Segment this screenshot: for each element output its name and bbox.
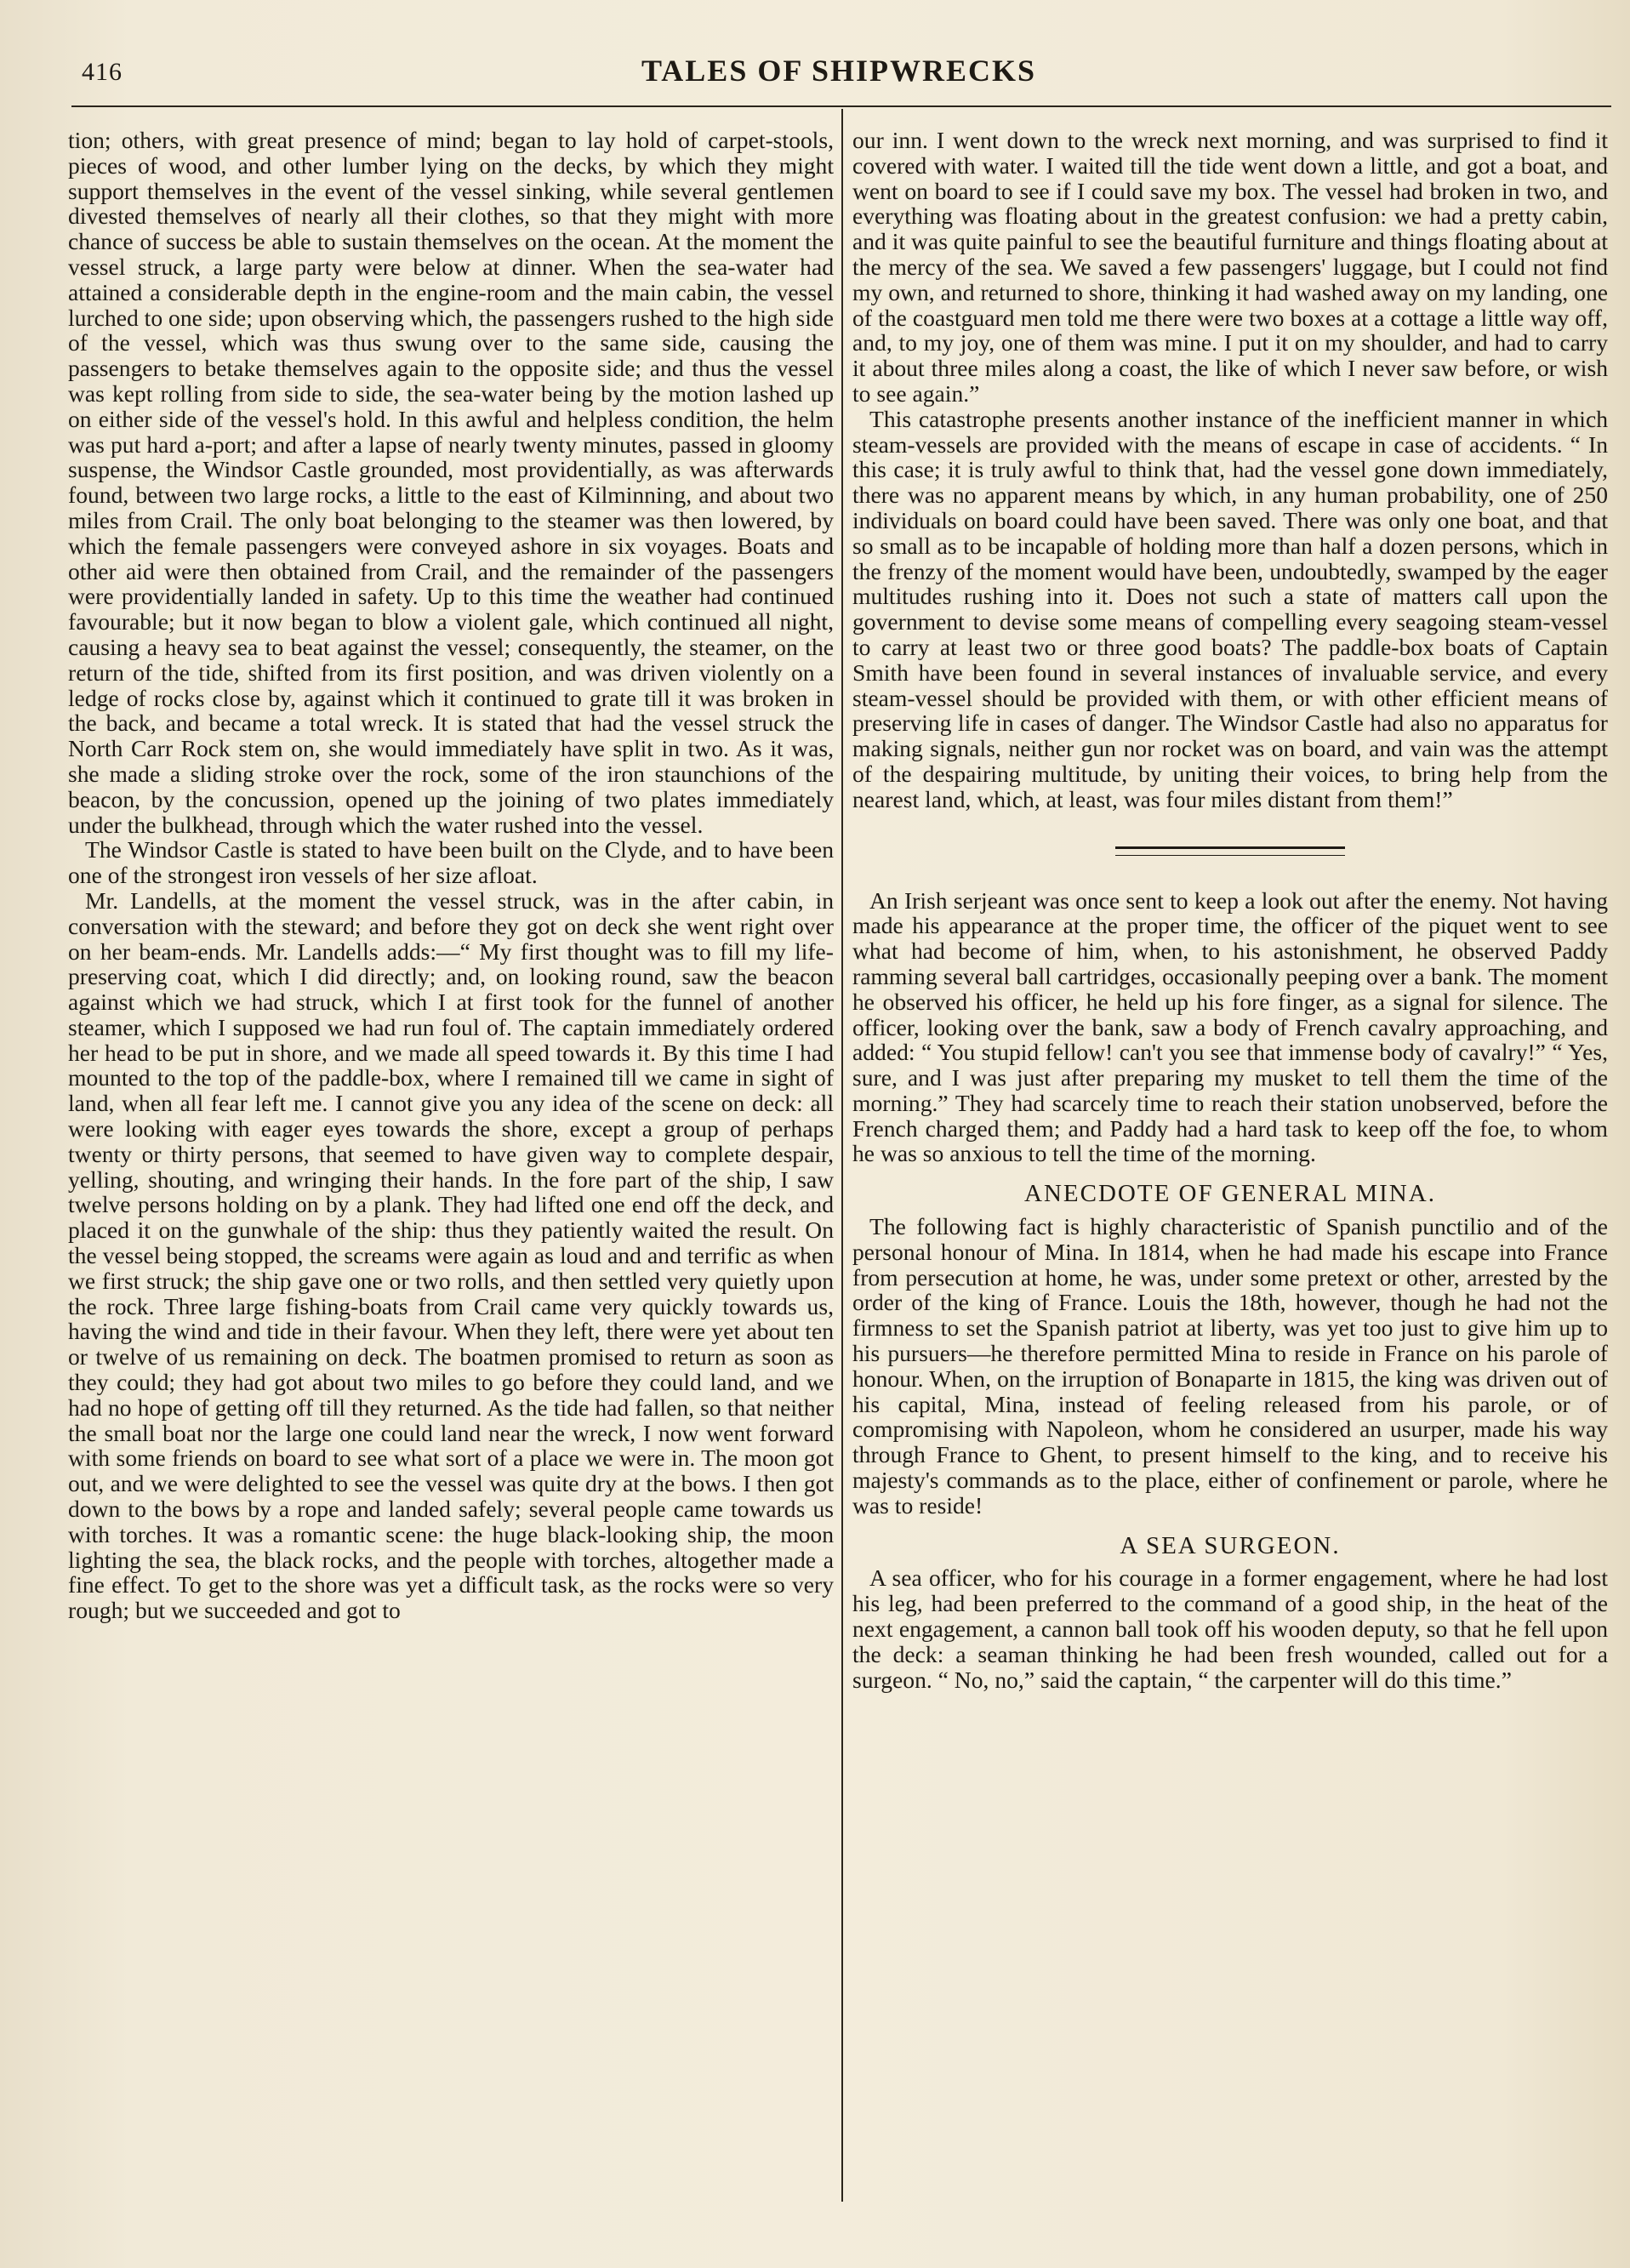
left-paragraph: Mr. Landells, at the moment the vessel struck, was in the after cabin, in conversation with the steward; and before they got on deck she went right over on her beam-ends. Mr. Landells adds:—“ My first thought was to fill my life-preserving coat, which I did directly; and, on looking round, saw the beacon against which we had struck, which I at first took for the funnel of another steamer, which I supposed we had run foul of. The captain immediately ordered her head to be put in shore, and we made all speed towards it. By this time I had mounted to the top of the paddle-box, where I remained till we came in sight of land, when all fear left me. I cannot give you any idea of the scene on deck: all were looking with eager eyes towards the shore, except a group of perhaps twenty or thirty persons, that seemed to have given way to complete despair, yelling, shouting, and wringing their hands. In the fore part of the ship, I saw twelve persons holding on by a plank. They had lifted one end off the deck, and placed it on the gunwhale of the ship: thus they patiently waited the result. On the vessel being stopped, the screams were again as loud and and terrific as when we first struck; the ship gave one or two rolls, and then settled very quietly upon the rock. Three large fishing-boats from Crail came very quickly towards us, having the wind and tide in their favour. When they left, there were yet about ten or twelve of us remaining on deck. The boatmen promised to return as soon as they could; they had got about two miles to go before they could land, and we had no hope of getting off till they returned. As the tide had fallen, so that neither the small boat nor the large one could land near the wreck, I now went forward with some friends on board to see what sort of a place we were in. The moon got out, and we were delighted to see the vessel was quite dry at the bows. I then got down to the bows by a rope and landed safely; several people came towards us with torches. It was a romantic scene: the huge black-looking ship, the moon lighting the sea, the black rocks, and the people with torches, altogether made a fine effect. To get to the shore was yet a difficult task, as the rocks were so very rough; but we succeeded and got to [68, 886, 834, 1624]
irish-serjeant-anecdote: An Irish serjeant was once sent to keep a look out after the enemy. Not having made his appearance at the proper time, the officer of the piquet went to see what had become of him, when, to his astonishment, he observed Paddy ramming several ball cartridges, occasionally peeping over a bank. The moment he observed his officer, he held up his fore finger, as a signal for silence. The officer, looking over the bank, saw a body of French cavalry approaching, and added: “ You stupid fellow! can't you see that immense body of cavalry!” “ Yes, sure, and I was just after preparing my musket to tell them the time of the morning.” They had scarcely time to reach their station unobserved, before the French charged them; and Paddy had a hard task to keep off the foe, to whom he was so anxious to tell the time of the morning. [852, 886, 1608, 1167]
header-rule [71, 105, 1611, 107]
right-continuation-paragraph: our inn. I went down to the wreck next morning, and was surprised to find it covered with water. I waited till the tide went down a little, and got a boat, and went on board to see if I could save my box. The vessel had broken in two, and everything was floating about in the greatest confusion: we had a pretty cabin, and it was quite painful to see the beautiful furniture and things floating about at the mercy of the sea. We saved a few passengers' luggage, but I could not find my own, and returned to shore, thinking it had washed away on my landing, one of the coastguard men told me there were two boxes at a cottage a little way off, and, to my joy, one of them was mine. I put it on my shoulder, and had to carry it about three miles along a coast, the like of which I never saw before, or wish to see again.” [852, 127, 1608, 407]
page-header [82, 53, 1596, 97]
page-number: 416 [82, 58, 123, 86]
mina-heading: ANECDOTE OF GENERAL MINA. [1024, 1180, 1436, 1208]
mina-paragraph: The following fact is highly characteristic of Spanish punctilio and of the personal honour of Mina. In 1814, when he had made his escape into France from persecution at home, he was, under some pretext or other, arrested by the order of the king of France. Louis the 18th, however, though he had not the firmness to set the Spanish patriot at liberty, was yet too just to give him up to his pursuers—he therefore permitted Mina to reside in France on his parole of honour. When, on the irruption of Bonaparte in 1815, the king was driven out of his capital, Mina, instead of feeling released from his parole, or of compromising with Napoleon, whom he considered an usurper, made his way through France to Ghent, to present himself to the king, and to receive his majesty's commands as to the place, either of confinement or parole, where he was to reside! [852, 1213, 1608, 1519]
section-divider [1115, 846, 1345, 856]
right-column [852, 128, 1608, 1692]
left-paragraph: The Windsor Castle is stated to have been built on the Clyde, and to have been one of the strongest iron vessels of her size afloat. [68, 836, 834, 889]
left-column [68, 128, 834, 1623]
running-title: TALES OF SHIPWRECKS [641, 54, 1037, 88]
left-paragraph: tion; others, with great presence of mind; began to lay hold of carpet-stools, pieces of wood, and other lumber lying on the decks, by which they might support themselves in the event of the vessel sinking, while several gentlemen divested themselves of nearly all their clothes, so that they might with more chance of success be able to sustain themselves on the ocean. At the moment the vessel struck, a large party were below at dinner. When the sea-water had attained a considerable depth in the engine-room and the main cabin, the vessel lurched to one side; upon observing which, the passengers rushed to the high side of the vessel, which was thus swung over to the same side, causing the passengers to betake themselves again to the opposite side; and thus the vessel was kept rolling from side to side, the sea-water being by the motion lashed up on either side of the vessel's hold. In this awful and helpless condition, the helm was put hard a-port; and after a lapse of nearly twenty minutes, passed in gloomy suspense, the Windsor Castle grounded, most providentially, as was afterwards found, between two large rocks, a little to the east of Kilminning, and about two miles from Crail. The only boat belonging to the steamer was then lowered, by which the female passengers were conveyed ashore in six voyages. Boats and other aid were then obtained from Crail, and the remainder of the passengers were providentially landed in safety. Up to this time the weather had continued favourable; but it now began to blow a violent gale, which continued all night, causing a heavy sea to beat against the vessel; consequently, the steamer, on the return of the tide, shifted from its first position, and was driven violently on a ledge of rocks close by, against which it continued to grate till it was broken in the back, and became a total wreck. It is stated that had the vessel struck the North Carr Rock stem on, she would immediately have split in two. As it was, she made a sliding stroke over the rock, some of the iron staunchions of the beacon, by the concussion, opened up the joining of two plates immediately under the bulkhead, through which the water rushed into the vessel. [68, 127, 834, 838]
right-paragraph: This catastrophe presents another instance of the inefficient manner in which steam-vessels are provided with the means of escape in case of accidents. “ In this case; it is truly awful to think that, had the vessel gone down immediately, there was no apparent means by which, in any human probability, one of 250 individuals on board could have been saved. There was only one boat, and that so small as to be incapable of holding more than half a dozen persons, which in the frenzy of the moment would have been, undoubtedly, swamped by the eager multitudes rushing into it. Does not such a state of matters call upon the government to devise some means of compelling every seagoing steam-vessel to carry at least two or three good boats? The paddle-box boats of Captain Smith have been found in several instances of invaluable service, and every steam-vessel should be provided with them, or with other efficient means of preserving life in cases of danger. The Windsor Castle had also no apparatus for making signals, neither gun nor rocket was on board, and vain was the attempt of the despairing multitude, by uniting their voices, to bring help from the nearest land, which, at least, was four miles distant from them!” [852, 405, 1608, 812]
sea-surgeon-heading: A SEA SURGEON. [1120, 1531, 1341, 1559]
sea-surgeon-paragraph: A sea officer, who for his courage in a former engagement, where he had lost his leg, had been preferred to the command of a good ship, in the heat of the next engagement, a cannon ball took off his wooden deputy, so that he fell upon the deck: a seaman thinking he had been fresh wounded, called out for a surgeon. “ No, no,” said the captain, “ the carpenter will do this time.” [852, 1564, 1608, 1693]
column-divider [841, 109, 843, 2202]
